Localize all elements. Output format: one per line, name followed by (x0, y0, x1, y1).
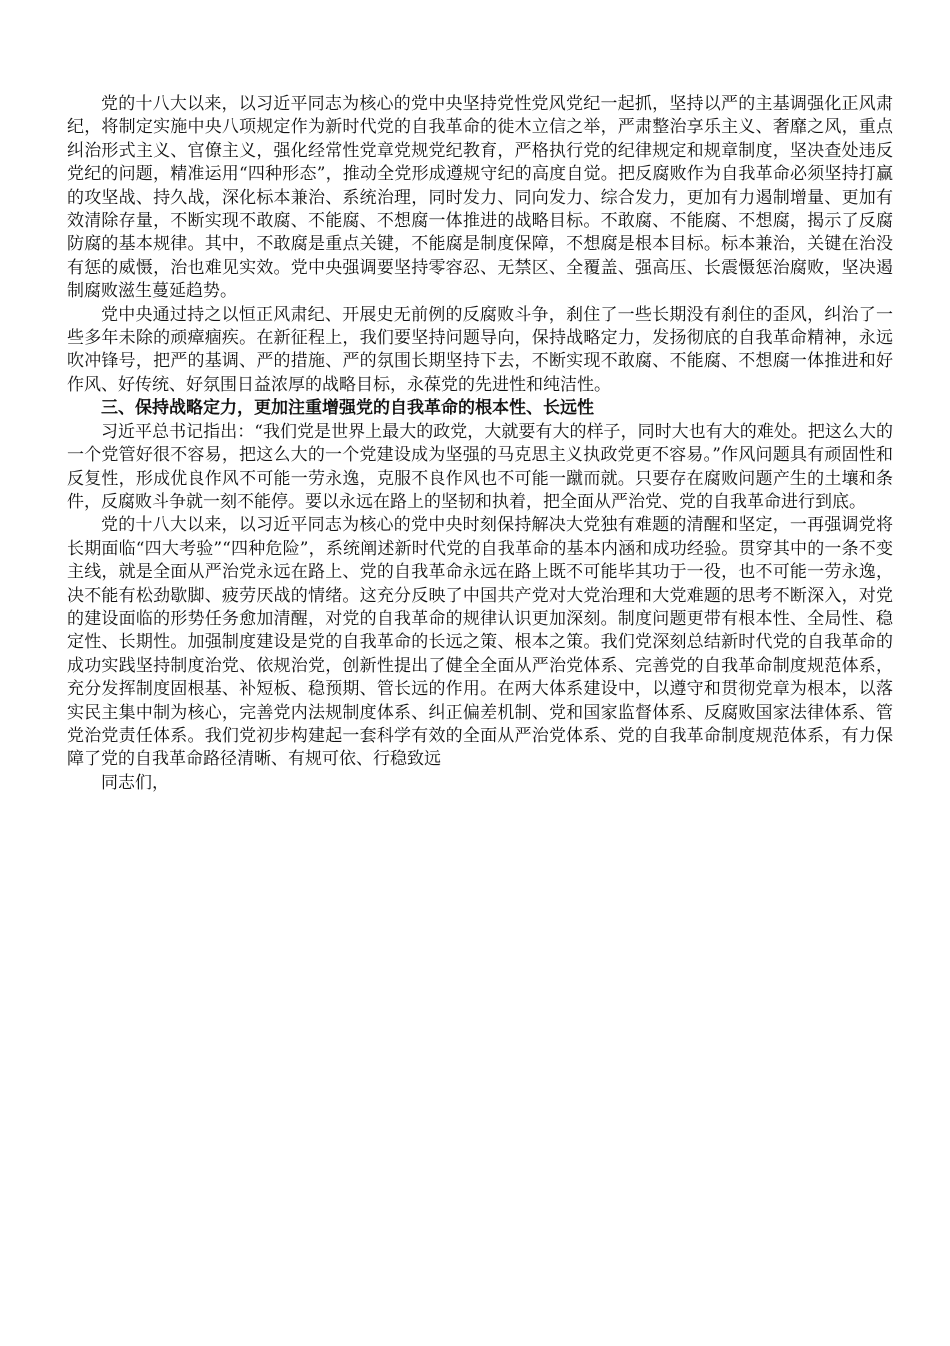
paragraph-2: 党中央通过持之以恒正风肃纪、开展史无前例的反腐败斗争，刹住了一些长期没有刹住的歪风，纠治了一些多年未除的顽瘴痼疾。在新征程上，我们要坚持问题导向，保持战略定力，发扬彻底的自我革命精神，永远吹冲锋号，把严的基调、严的措施、严的氛围长期坚持下去，不断实现不敢腐、不能腐、不想腐一体推进和好作风、好传统、好氛围日益浓厚的战略目标，永葆党的先进性和纯洁性。 (67, 304, 893, 395)
paragraph-4: 党的十八大以来，以习近平同志为核心的党中央时刻保持解决大党独有难题的清醒和坚定，一再强调党将长期面临“四大考验”“四种危险”，系统阐述新时代党的自我革命的基本内涵和成功经验。贯穿其中的一条不变主线，就是全面从严治党永远在路上、党的自我革命永远在路上既不可能毕其功于一役，也不可能一劳永逸，决不能有松劲歇脚、疲劳厌战的情绪。这充分反映了中国共产党对大党治理和大党难题的思考不断深入，对党的建设面临的形势任务愈加清醒，对党的自我革命的规律认识更加深刻。制度问题更带有根本性、全局性、稳定性、长期性。加强制度建设是党的自我革命的长远之策、根本之策。我们党深刻总结新时代党的自我革命的成功实践坚持制度治党、依规治党，创新性提出了健全全面从严治党体系、完善党的自我革命制度规范体系，充分发挥制度固根基、补短板、稳预期、管长远的作用。在两大体系建设中，以遵守和贯彻党章为根本，以落实民主集中制为核心，完善党内法规制度体系、纠正偏差机制、党和国家监督体系、反腐败国家法律体系、管党治党责任体系。我们党初步构建起一套科学有效的全面从严治党体系、党的自我革命制度规范体系，有力保障了党的自我革命路径清晰、有规可依、行稳致远 (67, 515, 893, 770)
paragraph-3: 习近平总书记指出：“我们党是世界上最大的政党，大就要有大的样子，同时大也有大的难处。把这么大的一个党管好很不容易，把这么大的一个党建设成为坚强的马克思主义执政党更不容易。”作风问题具有顽固性和反复性，形成优良作风不可能一劳永逸，克服不良作风也不可能一蹴而就。只要存在腐败问题产生的土壤和条件，反腐败斗争就一刻不能停。要以永远在路上的坚韧和执着，把全面从严治党、党的自我革命进行到底。 (67, 421, 893, 512)
document-body (67, 93, 893, 795)
section-heading: 三、保持战略定力，更加注重增强党的自我革命的根本性、长远性 (101, 398, 594, 419)
paragraph-5: 同志们， (101, 772, 169, 793)
paragraph-1: 党的十八大以来，以习近平同志为核心的党中央坚持党性党风党纪一起抓，坚持以严的主基调强化正风肃纪，将制定实施中央八项规定作为新时代党的自我革命的徙木立信之举，严肃整治享乐主义、奢靡之风，重点纠治形式主义、官僚主义，强化经常性党章党规党纪教育，严格执行党的纪律规定和规章制度，坚决查处违反党纪的问题，精准运用“四种形态”，推动全党形成遵规守纪的高度自觉。把反腐败作为自我革命必须坚持打赢的攻坚战、持久战，深化标本兼治、系统治理，同时发力、同向发力、综合发力，更加有力遏制增量、更加有效清除存量，不断实现不敢腐、不能腐、不想腐一体推进的战略目标。不敢腐、不能腐、不想腐，揭示了反腐防腐的基本规律。其中，不敢腐是重点关键，不能腐是制度保障，不想腐是根本目标。标本兼治，关键在治没有惩的威慑，治也难见实效。党中央强调要坚持零容忍、无禁区、全覆盖、强高压、长震慑惩治腐败，坚决遏制腐败滋生蔓延趋势。 (67, 94, 893, 302)
